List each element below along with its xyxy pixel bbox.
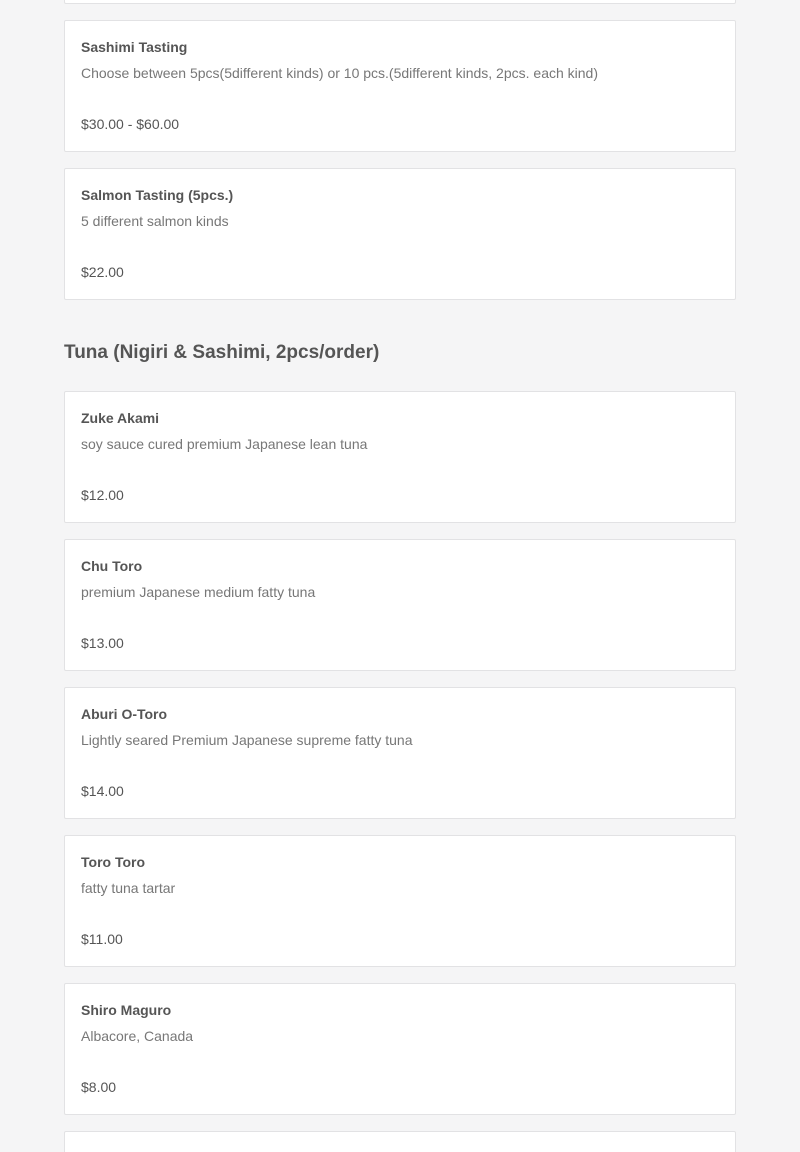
menu-item-description: Lightly seared Premium Japanese supreme fatty tuna [81, 732, 413, 748]
menu-item-card[interactable] [64, 687, 736, 819]
menu-item-price: $14.00 [81, 783, 124, 799]
menu-item-card[interactable] [64, 539, 736, 671]
menu-item-price: $30.00 - $60.00 [81, 116, 180, 132]
menu-item-name: Chu Toro [81, 558, 143, 574]
menu-item-card[interactable] [64, 168, 736, 300]
menu-item-card[interactable] [64, 835, 736, 967]
menu-item-description: 5 different salmon kinds [81, 213, 229, 229]
menu-item-card[interactable] [64, 983, 736, 1115]
menu-item-price: $8.00 [81, 1079, 117, 1095]
menu-item-card-partial[interactable] [64, 0, 736, 4]
menu-item-card-partial[interactable] [64, 1131, 736, 1152]
menu-item-name: Sashimi Tasting [81, 39, 188, 55]
menu-item-price: $11.00 [81, 931, 123, 947]
menu-item-name: Zuke Akami [81, 410, 160, 426]
menu-item-description: fatty tuna tartar [81, 880, 176, 896]
menu-item-price: $13.00 [81, 635, 124, 651]
menu-item-name: Aburi O-Toro [81, 706, 168, 722]
menu-item-price: $12.00 [81, 487, 124, 503]
menu-item-card[interactable] [64, 20, 736, 152]
menu-item-description: Choose between 5pcs(5different kinds) or 10 pcs.(5different kinds, 2pcs. each kind) [81, 65, 598, 81]
menu-item-description: Albacore, Canada [81, 1028, 194, 1044]
menu-item-price: $22.00 [81, 264, 124, 280]
menu-item-name: Toro Toro [81, 854, 146, 870]
menu-item-description: soy sauce cured premium Japanese lean tuna [81, 436, 368, 452]
menu-item-description: premium Japanese medium fatty tuna [81, 584, 316, 600]
menu-item-card[interactable] [64, 391, 736, 523]
menu-item-name: Salmon Tasting (5pcs.) [81, 187, 234, 203]
section-title: Tuna (Nigiri & Sashimi, 2pcs/order) [64, 342, 380, 363]
menu-item-name: Shiro Maguro [81, 1002, 172, 1018]
